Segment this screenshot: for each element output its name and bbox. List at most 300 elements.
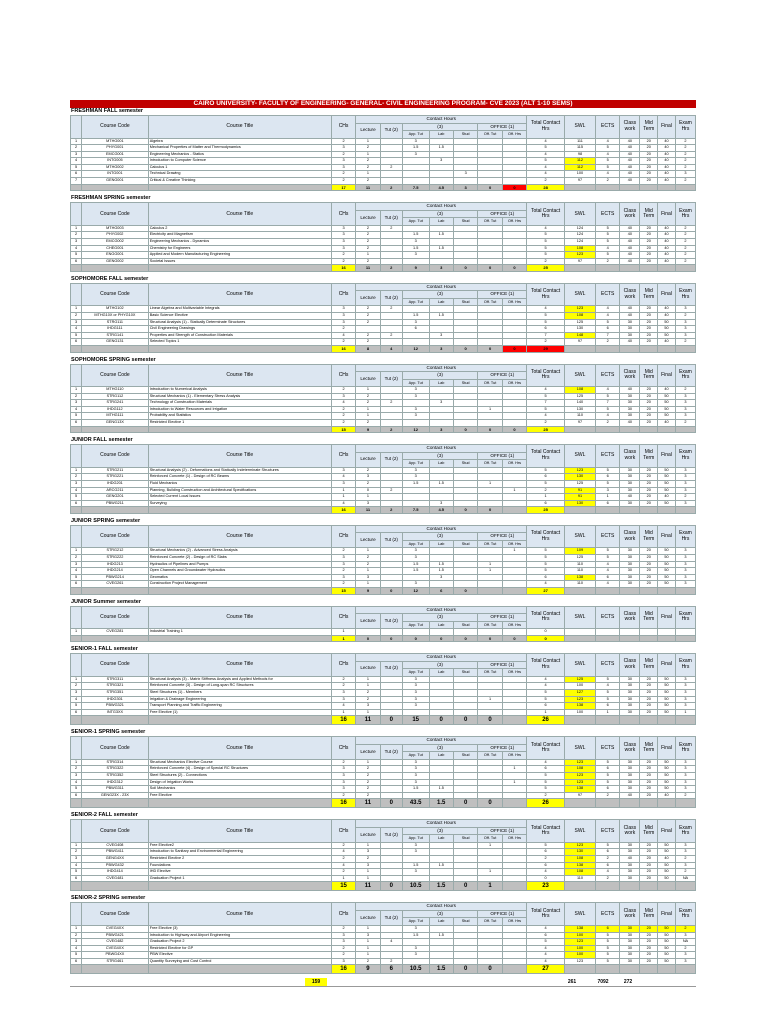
course-cell: 2 [331, 406, 355, 413]
course-cell [502, 792, 526, 799]
hdr-mid-term: Mid Term [640, 203, 658, 226]
course-cell: Structural Analysis (2) - Deformations and Statically Indeterminate Structures [148, 467, 331, 474]
course-row [71, 683, 696, 690]
course-cell: Hydraulics of Pipelines and Pumps [148, 561, 331, 568]
course-cell: 3 [675, 759, 695, 766]
course-cell [478, 958, 502, 965]
course-row [71, 772, 696, 779]
course-cell: 30 [620, 676, 640, 683]
course-cell [380, 676, 402, 683]
hdr-swl: SWL [564, 737, 595, 760]
course-cell: 3 [675, 500, 695, 507]
course-cell: 3 [675, 958, 695, 965]
course-cell: Free Elective [148, 792, 331, 799]
course-cell: STRG352 [82, 772, 149, 779]
course-cell: 50 [658, 400, 676, 407]
course-cell [380, 792, 402, 799]
course-cell [453, 151, 477, 158]
course-cell: 4 [71, 945, 82, 952]
total-cell: 0 [453, 587, 477, 594]
total-cell: 7.5 [402, 507, 429, 514]
course-cell: 6 [527, 766, 565, 773]
course-cell: 20 [640, 413, 658, 420]
course-cell: 20 [640, 856, 658, 863]
course-row [71, 494, 696, 501]
course-cell [502, 413, 526, 420]
total-cell [620, 426, 640, 433]
course-cell: PBWG321 [82, 703, 149, 710]
course-cell [380, 561, 402, 568]
hdr-mid-term: Mid Term [640, 525, 658, 548]
course-cell: 1 [356, 842, 380, 849]
course-cell: 1.5 [402, 480, 429, 487]
course-cell: 40 [658, 164, 676, 171]
hdr-course-title: Course Title [148, 606, 331, 629]
course-cell [596, 629, 620, 636]
course-cell: 2 [71, 474, 82, 481]
course-cell [429, 939, 453, 946]
course-cell [453, 842, 477, 849]
total-cell [564, 635, 595, 642]
grand-total-contact: 261 [567, 979, 577, 986]
total-cell [148, 265, 331, 272]
course-cell: 20 [640, 420, 658, 427]
hdr-total-contact: Total Contact Hrs [527, 525, 565, 548]
course-cell: 2 [331, 252, 355, 259]
course-cell: 3 [453, 171, 477, 178]
course-cell: 5 [527, 319, 565, 326]
course-cell: 3 [675, 683, 695, 690]
course-cell: 40 [658, 158, 676, 165]
hdr-lecture: Lecture [356, 291, 380, 306]
course-cell: 2 [331, 683, 355, 690]
hdr-off-hrs: Off. Hrs [502, 540, 526, 548]
course-cell: IHDG111 [82, 326, 149, 333]
course-cell [502, 696, 526, 703]
course-cell: 3 [71, 238, 82, 245]
course-cell: GENG23X - 23X [82, 792, 149, 799]
course-cell [380, 151, 402, 158]
course-cell: 3 [675, 548, 695, 555]
course-cell: PBWG411 [82, 849, 149, 856]
course-cell [502, 145, 526, 152]
course-cell [453, 554, 477, 561]
total-cell: 12 [402, 426, 429, 433]
course-cell: Free Elective2 [148, 842, 331, 849]
hdr-total-contact: Total Contact Hrs [527, 606, 565, 629]
course-cell: 2 [331, 925, 355, 932]
course-cell [453, 574, 477, 581]
course-cell: 5 [71, 332, 82, 339]
semester-table [70, 202, 696, 272]
total-cell [564, 965, 595, 974]
course-cell: 50 [658, 413, 676, 420]
course-cell [453, 232, 477, 239]
total-cell [502, 882, 526, 891]
hdr-three: (3) [402, 661, 477, 669]
course-cell: 1 [675, 709, 695, 716]
course-cell: 5 [596, 252, 620, 259]
course-cell: 30 [620, 480, 640, 487]
course-cell: 1 [356, 387, 380, 394]
course-cell: Selected Topics 1 [148, 339, 331, 346]
course-cell: 30 [620, 574, 640, 581]
hdr-class-work: Class work [620, 606, 640, 629]
course-cell: 50 [658, 474, 676, 481]
course-cell: 3 [331, 467, 355, 474]
course-cell [478, 339, 502, 346]
course-row [71, 171, 696, 178]
course-cell: 2 [356, 786, 380, 793]
course-cell: 20 [640, 939, 658, 946]
course-cell: PHYG002 [82, 232, 149, 239]
total-cell: 7.5 [402, 184, 429, 191]
total-cell [148, 587, 331, 594]
course-cell: 30 [620, 406, 640, 413]
course-cell: 5 [596, 406, 620, 413]
hdr-ects: ECTS [596, 606, 620, 629]
hdr-blank [71, 525, 82, 548]
course-cell [478, 413, 502, 420]
course-cell: 40 [658, 387, 676, 394]
course-cell: 20 [640, 164, 658, 171]
total-cell [82, 882, 149, 891]
course-cell: 2 [356, 225, 380, 232]
course-cell: 5 [527, 842, 565, 849]
semester-total-row [71, 507, 696, 514]
course-row [71, 786, 696, 793]
total-cell [640, 799, 658, 808]
total-cell: 11 [356, 265, 380, 272]
course-cell [453, 400, 477, 407]
hdr-course-code: Course Code [82, 606, 149, 629]
course-cell: 4 [596, 306, 620, 313]
course-cell: 2 [675, 945, 695, 952]
course-row [71, 339, 696, 346]
hdr-tut: Tut (2) [380, 291, 402, 306]
course-cell [478, 245, 502, 252]
course-cell: 2 [356, 766, 380, 773]
hdr-final: Final [658, 364, 676, 387]
total-cell [82, 716, 149, 725]
course-cell [380, 145, 402, 152]
course-cell: 30 [620, 779, 640, 786]
course-cell: STRG112 [82, 393, 149, 400]
course-cell: 5 [527, 548, 565, 555]
course-cell [429, 164, 453, 171]
total-cell: 16 [331, 965, 355, 974]
course-cell: 5 [596, 480, 620, 487]
course-cell: 4 [596, 869, 620, 876]
hdr-lab: Lab [429, 131, 453, 139]
total-cell: 11 [356, 716, 380, 725]
course-cell: 130 [564, 326, 595, 333]
study-plan-sheet [70, 100, 696, 987]
course-cell: 2 [356, 856, 380, 863]
course-cell: 5 [596, 232, 620, 239]
course-cell [502, 862, 526, 869]
course-cell [429, 413, 453, 420]
total-cell: 0 [502, 635, 526, 642]
course-cell: 4 [596, 171, 620, 178]
course-cell: 20 [640, 339, 658, 346]
course-cell: PBWG432 [82, 862, 149, 869]
total-cell [71, 184, 82, 191]
total-cell: 9 [356, 965, 380, 974]
course-cell: 40 [620, 238, 640, 245]
course-cell: 5 [596, 772, 620, 779]
course-cell: 3 [675, 568, 695, 575]
course-cell: 6 [596, 326, 620, 333]
course-cell: 3 [402, 952, 429, 959]
course-cell [453, 759, 477, 766]
course-cell: Introduction to Highway and Airport Engineering [148, 932, 331, 939]
course-cell: Probability and Statistics [148, 413, 331, 420]
course-cell [502, 480, 526, 487]
course-cell [453, 387, 477, 394]
course-cell: 50 [658, 689, 676, 696]
course-cell: 2 [675, 158, 695, 165]
course-cell: 100 [564, 952, 595, 959]
course-cell: 20 [640, 158, 658, 165]
course-cell: Properties and Strength of Construction Materials [148, 332, 331, 339]
total-cell [658, 635, 676, 642]
course-cell: 6 [527, 849, 565, 856]
total-cell [148, 799, 331, 808]
total-cell: 9 [356, 426, 380, 433]
total-cell: 9 [402, 265, 429, 272]
semester-heading: JUNIOR FALL semester [71, 437, 133, 444]
course-cell [380, 772, 402, 779]
course-cell [429, 792, 453, 799]
course-cell: 30 [620, 696, 640, 703]
course-cell: Free Elective (1) [148, 709, 331, 716]
hdr-class-work: Class work [620, 445, 640, 468]
total-cell: 17 [331, 184, 355, 191]
course-cell: 2 [356, 332, 380, 339]
course-cell: 2 [380, 164, 402, 171]
course-cell: 3 [331, 696, 355, 703]
course-cell: 5 [71, 494, 82, 501]
course-cell: 2 [596, 339, 620, 346]
semester-total-row [71, 426, 696, 433]
course-cell: 5 [527, 252, 565, 259]
course-cell: 3 [331, 766, 355, 773]
total-cell [148, 184, 331, 191]
course-cell [380, 932, 402, 939]
course-cell [402, 164, 429, 171]
course-cell [429, 676, 453, 683]
course-cell [429, 554, 453, 561]
hdr-blank [71, 654, 82, 677]
total-cell [148, 507, 331, 514]
course-cell [402, 306, 429, 313]
course-cell [453, 561, 477, 568]
course-cell: 6 [527, 574, 565, 581]
course-cell: Free Elective (3) [148, 925, 331, 932]
total-cell: 0 [478, 184, 502, 191]
course-cell [429, 709, 453, 716]
course-cell: 6 [71, 420, 82, 427]
course-cell: 5 [527, 406, 565, 413]
course-cell [402, 400, 429, 407]
course-cell: 1.5 [429, 561, 453, 568]
course-cell: 2 [675, 225, 695, 232]
course-cell: 2 [71, 849, 82, 856]
hdr-ects: ECTS [596, 116, 620, 139]
course-cell: 5 [527, 393, 565, 400]
total-cell: 11 [356, 882, 380, 891]
course-cell: 2 [71, 145, 82, 152]
course-cell [502, 856, 526, 863]
course-cell [429, 766, 453, 773]
hdr-lecture: Lecture [356, 123, 380, 138]
course-cell [478, 387, 502, 394]
course-cell [402, 958, 429, 965]
course-cell: 138 [564, 862, 595, 869]
course-cell: 40 [658, 232, 676, 239]
hdr-office: OFFICE (1) [478, 372, 527, 380]
course-cell: 2 [331, 258, 355, 265]
course-cell [380, 319, 402, 326]
course-cell: 50 [658, 786, 676, 793]
course-cell: 97 [564, 339, 595, 346]
hdr-chs: CHs [331, 116, 355, 139]
course-cell: MTHG003 [82, 225, 149, 232]
hdr-blank [71, 820, 82, 843]
hdr-contact-hours: Contact Hours [356, 606, 527, 614]
total-cell [71, 799, 82, 808]
total-cell: 4 [380, 345, 402, 352]
hdr-stud: Stud [453, 540, 477, 548]
hdr-office: OFFICE (1) [478, 452, 527, 460]
course-cell [429, 406, 453, 413]
course-cell [429, 958, 453, 965]
course-cell: 50 [658, 772, 676, 779]
course-cell: 1 [71, 925, 82, 932]
course-cell: Geomatics [148, 574, 331, 581]
course-cell: CVEG408 [82, 842, 149, 849]
course-cell: 3 [402, 849, 429, 856]
course-cell: Quantity Surveying and Cost Control [148, 958, 331, 965]
course-cell: 4 [596, 413, 620, 420]
course-cell: 40 [620, 420, 640, 427]
course-cell: 2 [356, 164, 380, 171]
course-cell: 2 [331, 339, 355, 346]
course-cell [502, 387, 526, 394]
course-cell: 50 [658, 849, 676, 856]
course-cell: 1 [356, 952, 380, 959]
course-cell: 123 [564, 779, 595, 786]
total-cell: 2 [380, 507, 402, 514]
course-cell: 3 [675, 480, 695, 487]
course-cell: STRG321 [82, 683, 149, 690]
hdr-app-tut: App. Tut [402, 918, 429, 926]
course-cell: 2 [331, 138, 355, 145]
course-cell: Basic Science Elective [148, 313, 331, 320]
total-cell: 25 [527, 426, 565, 433]
hdr-lab: Lab [429, 460, 453, 468]
course-cell [502, 232, 526, 239]
course-cell [502, 393, 526, 400]
course-cell: 91 [564, 494, 595, 501]
total-cell [640, 587, 658, 594]
total-cell [620, 882, 640, 891]
course-cell: 124 [564, 225, 595, 232]
total-cell [620, 635, 640, 642]
total-cell [620, 716, 640, 725]
course-cell: 20 [640, 494, 658, 501]
course-cell: 50 [658, 500, 676, 507]
course-cell: 2 [331, 171, 355, 178]
course-cell [478, 581, 502, 588]
course-cell: 20 [640, 225, 658, 232]
course-cell [453, 792, 477, 799]
course-cell: 3 [675, 474, 695, 481]
course-cell: 50 [658, 696, 676, 703]
course-cell: 2 [675, 339, 695, 346]
course-cell: 40 [620, 387, 640, 394]
course-row [71, 406, 696, 413]
course-cell: 1 [356, 548, 380, 555]
course-cell [502, 842, 526, 849]
course-cell [478, 792, 502, 799]
total-cell [478, 587, 502, 594]
course-cell: 1 [356, 939, 380, 946]
course-cell [478, 952, 502, 959]
course-cell: 138 [564, 786, 595, 793]
course-cell: 3 [71, 400, 82, 407]
course-cell [453, 709, 477, 716]
total-cell [596, 635, 620, 642]
course-cell: STRG212 [82, 548, 149, 555]
total-cell [564, 265, 595, 272]
course-cell: 4 [331, 862, 355, 869]
course-cell [502, 332, 526, 339]
hdr-stud: Stud [453, 621, 477, 629]
total-cell [71, 587, 82, 594]
course-cell: 2 [331, 856, 355, 863]
total-cell [82, 265, 149, 272]
course-cell: 4 [527, 225, 565, 232]
course-cell: 20 [640, 772, 658, 779]
hdr-total-contact: Total Contact Hrs [527, 654, 565, 677]
course-cell: 3 [331, 932, 355, 939]
course-cell: 3 [429, 158, 453, 165]
course-cell [380, 952, 402, 959]
course-cell: 20 [640, 500, 658, 507]
course-cell: 20 [640, 689, 658, 696]
course-cell: 2 [675, 145, 695, 152]
total-cell [564, 716, 595, 725]
hdr-course-code: Course Code [82, 525, 149, 548]
course-cell: 30 [620, 939, 640, 946]
hdr-course-title: Course Title [148, 820, 331, 843]
course-cell: 20 [640, 319, 658, 326]
course-row [71, 842, 696, 849]
course-cell [502, 158, 526, 165]
course-cell: 5 [596, 554, 620, 561]
course-cell: 2 [356, 779, 380, 786]
course-cell [502, 952, 526, 959]
course-cell [380, 500, 402, 507]
total-cell: 1.5 [429, 965, 453, 974]
course-cell [429, 178, 453, 185]
course-cell: 98 [564, 151, 595, 158]
course-cell: 50 [658, 581, 676, 588]
course-cell: 1.5 [402, 786, 429, 793]
course-cell [453, 925, 477, 932]
